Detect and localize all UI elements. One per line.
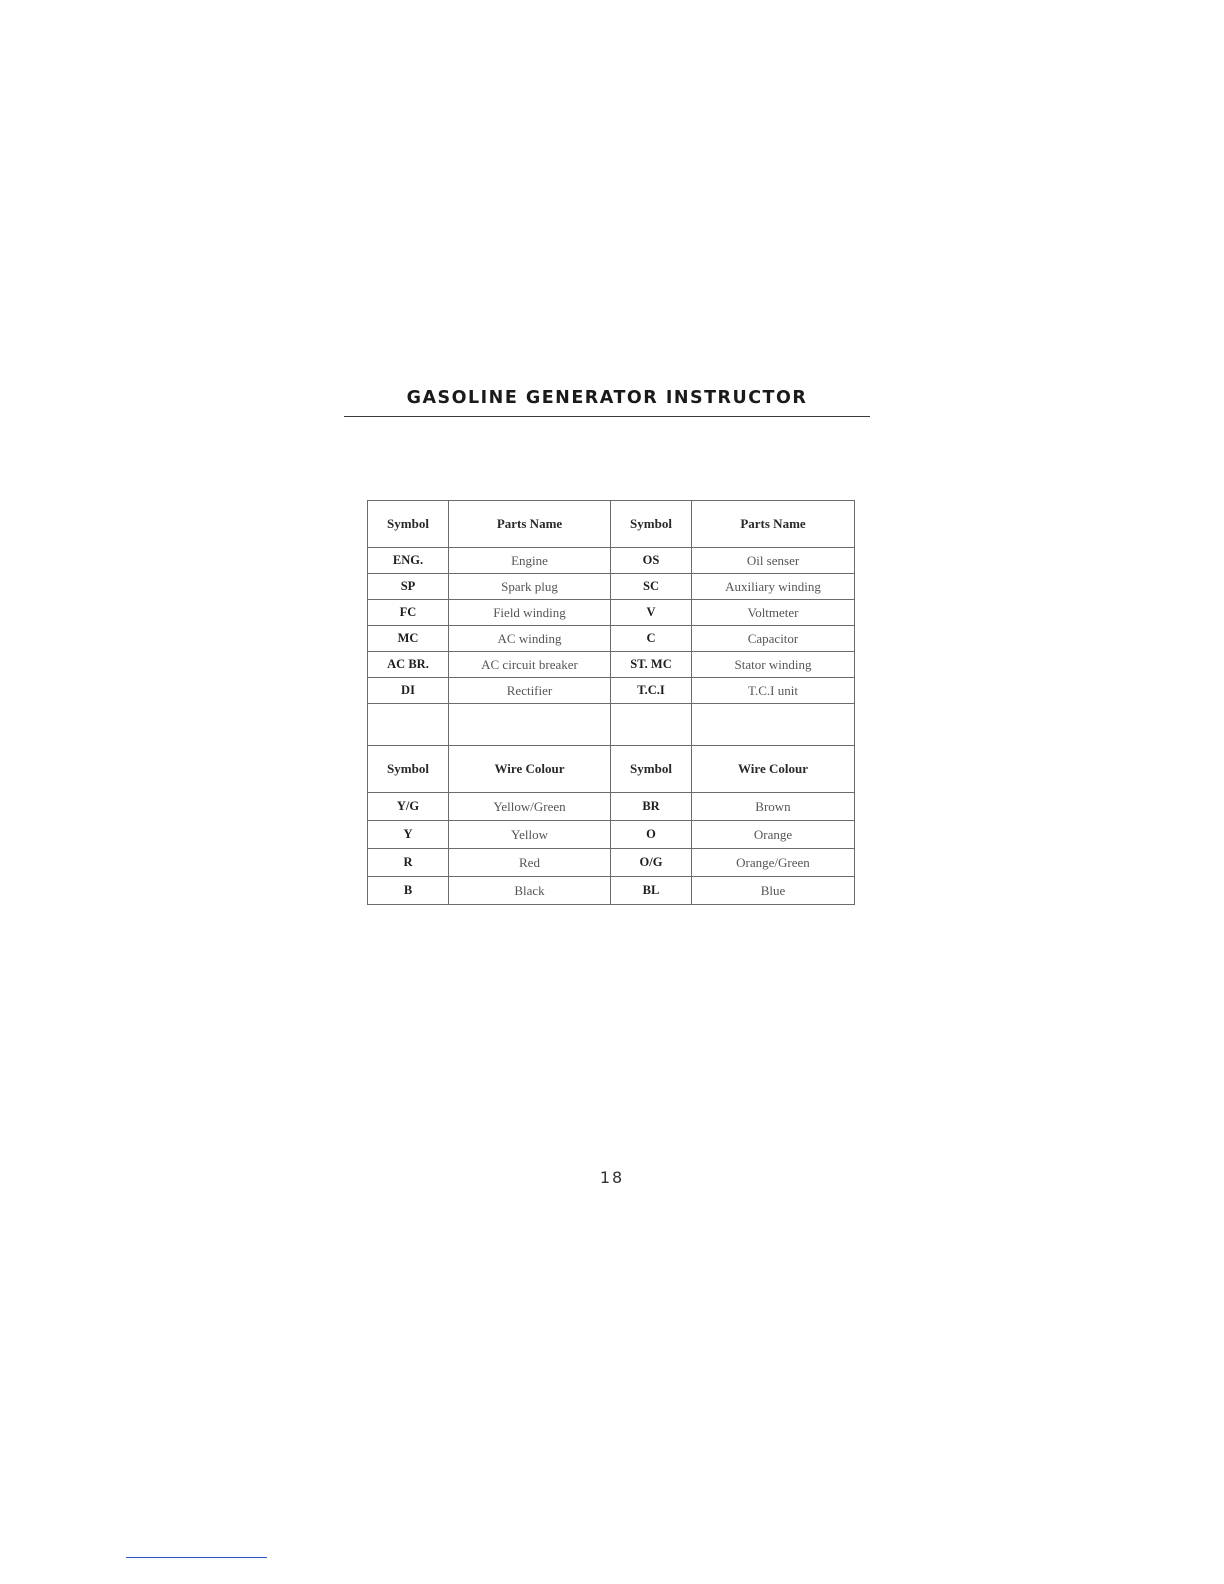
column-header: Wire Colour xyxy=(692,746,855,793)
table-row xyxy=(368,652,855,678)
part-name-cell: Engine xyxy=(449,548,611,574)
symbol-cell: Y/G xyxy=(368,793,449,821)
page-title: GASOLINE GENERATOR INSTRUCTOR xyxy=(406,388,808,408)
footer-rule xyxy=(126,1557,267,1558)
column-header: Symbol xyxy=(368,746,449,793)
table-row xyxy=(368,626,855,652)
wire-colour-cell: Orange xyxy=(692,821,855,849)
symbol-cell: SP xyxy=(368,574,449,600)
column-header: Parts Name xyxy=(449,501,611,548)
header-rule xyxy=(344,416,870,417)
symbol-cell: Y xyxy=(368,821,449,849)
column-header: Symbol xyxy=(611,501,692,548)
part-name-cell: Spark plug xyxy=(449,574,611,600)
part-name-cell: Oil senser xyxy=(692,548,855,574)
symbol-cell: B xyxy=(368,877,449,905)
part-name-cell: Field winding xyxy=(449,600,611,626)
wire-colour-cell: Yellow xyxy=(449,821,611,849)
symbol-cell: O xyxy=(611,821,692,849)
empty-cell xyxy=(611,704,692,746)
symbol-cell: SC xyxy=(611,574,692,600)
parts-header-row xyxy=(368,501,855,548)
part-name-cell: AC winding xyxy=(449,626,611,652)
page-header xyxy=(344,388,870,417)
symbol-cell: BL xyxy=(611,877,692,905)
symbol-cell: T.C.I xyxy=(611,678,692,704)
column-header: Parts Name xyxy=(692,501,855,548)
part-name-cell: AC circuit breaker xyxy=(449,652,611,678)
wire-colour-cell: Black xyxy=(449,877,611,905)
part-name-cell: Auxiliary winding xyxy=(692,574,855,600)
wire-colour-cell: Red xyxy=(449,849,611,877)
symbol-cell: V xyxy=(611,600,692,626)
part-name-cell: Capacitor xyxy=(692,626,855,652)
table-row xyxy=(368,574,855,600)
part-name-cell: Voltmeter xyxy=(692,600,855,626)
part-name-cell: Stator winding xyxy=(692,652,855,678)
symbol-cell: BR xyxy=(611,793,692,821)
wire-colour-cell: Brown xyxy=(692,793,855,821)
empty-cell xyxy=(692,704,855,746)
table-row xyxy=(368,849,855,877)
page-number: 18 xyxy=(599,1168,625,1187)
symbol-cell: MC xyxy=(368,626,449,652)
symbol-legend-table xyxy=(367,500,855,905)
wire-colour-cell: Blue xyxy=(692,877,855,905)
spacer-row xyxy=(368,704,855,746)
empty-cell xyxy=(449,704,611,746)
symbol-cell: DI xyxy=(368,678,449,704)
column-header: Symbol xyxy=(368,501,449,548)
column-header: Symbol xyxy=(611,746,692,793)
table-row xyxy=(368,821,855,849)
table-row xyxy=(368,793,855,821)
symbol-cell: O/G xyxy=(611,849,692,877)
symbol-cell: R xyxy=(368,849,449,877)
table-row xyxy=(368,600,855,626)
table-row xyxy=(368,548,855,574)
wire-colour-cell: Yellow/Green xyxy=(449,793,611,821)
symbol-cell: OS xyxy=(611,548,692,574)
part-name-cell: Rectifier xyxy=(449,678,611,704)
column-header: Wire Colour xyxy=(449,746,611,793)
symbol-cell: C xyxy=(611,626,692,652)
wire-header-row xyxy=(368,746,855,793)
empty-cell xyxy=(368,704,449,746)
part-name-cell: T.C.I unit xyxy=(692,678,855,704)
wire-colour-cell: Orange/Green xyxy=(692,849,855,877)
table-row xyxy=(368,678,855,704)
symbol-cell: ST. MC xyxy=(611,652,692,678)
symbol-cell: FC xyxy=(368,600,449,626)
symbol-cell: ENG. xyxy=(368,548,449,574)
symbol-cell: AC BR. xyxy=(368,652,449,678)
table-row xyxy=(368,877,855,905)
